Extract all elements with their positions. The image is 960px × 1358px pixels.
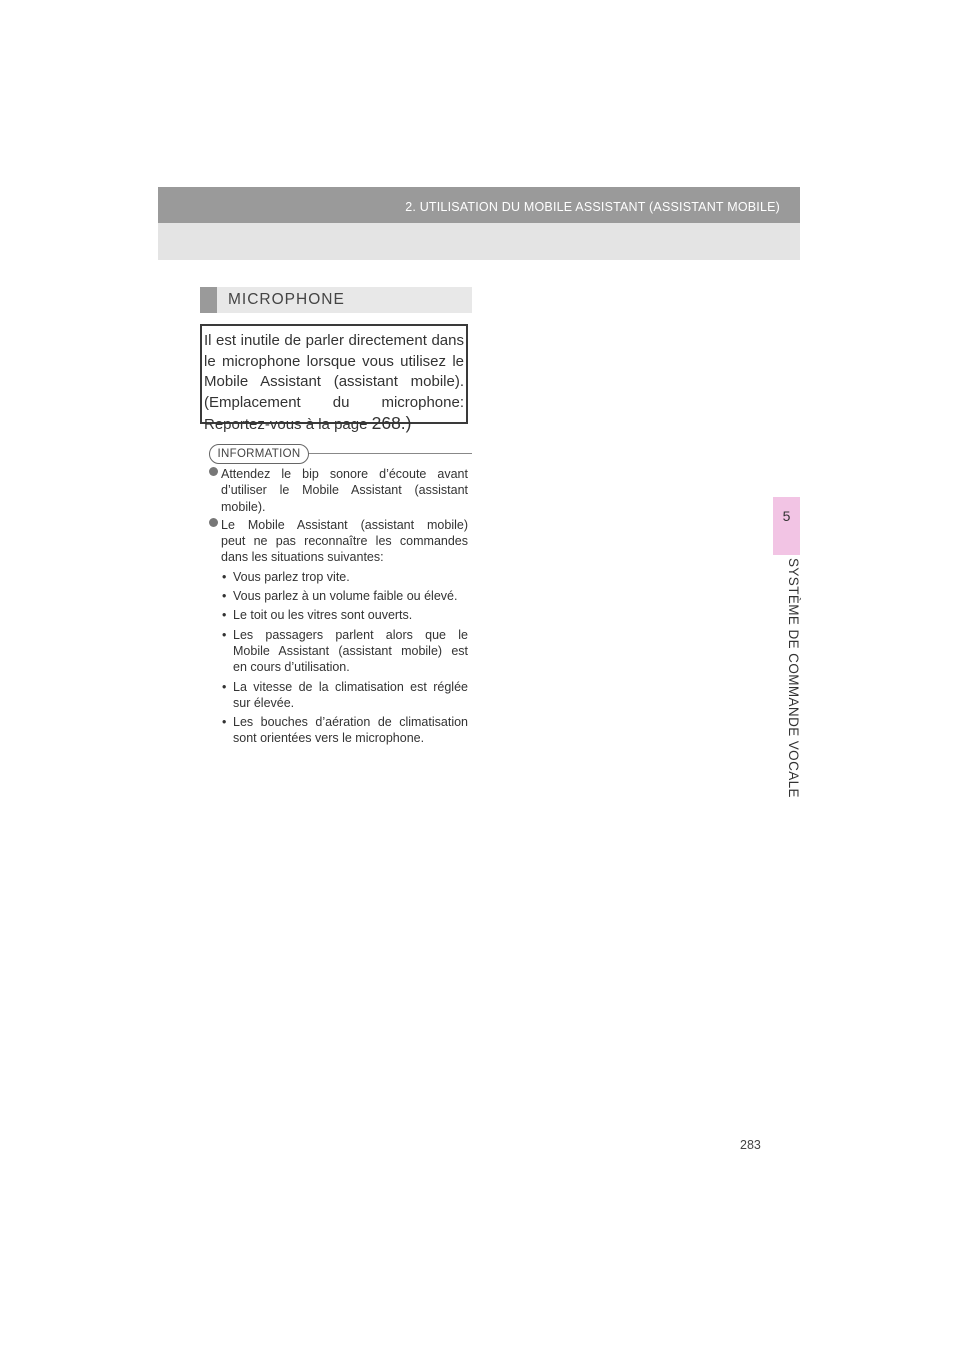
list-item-line: mobile). [221, 499, 266, 514]
sub-bullet-icon: • [222, 569, 227, 584]
sub-bullet-icon: • [222, 627, 227, 642]
information-list [209, 466, 468, 747]
notice-line: (Emplacement du microphone: [204, 393, 464, 411]
chapter-number: 5 [782, 508, 791, 524]
bullet-icon [209, 518, 218, 527]
page-number: 283 [740, 1138, 761, 1152]
list-item-line: Le Mobile Assistant (assistant mobile) [221, 517, 468, 532]
notice-line: le microphone lorsque vous utilisez le [204, 352, 464, 370]
sub-list-item [209, 679, 468, 712]
sub-item-line: Les passagers parlent alors que le [233, 627, 468, 642]
sub-item-line: sur élevée. [233, 695, 295, 710]
chapter-title: 2. UTILISATION DU MOBILE ASSISTANT (ASSISTANT MOBILE) [405, 200, 780, 214]
sub-item-line: Vous parlez à un volume faible ou élevé. [233, 589, 458, 604]
sub-item-line: La vitesse de la climatisation est réglée [233, 679, 468, 694]
sub-item-line: Les bouches d’aération de climatisation [233, 715, 468, 730]
list-item-line: d’utiliser le Mobile Assistant (assistant [221, 483, 468, 498]
list-item-line: Attendez le bip sonore d’écoute avant [221, 467, 468, 481]
sub-list-item [209, 569, 468, 585]
page-reference-link[interactable]: 268.) [371, 413, 412, 433]
list-item-line: dans les situations suivantes: [221, 550, 384, 565]
sub-item-line: Le toit ou les vitres sont ouverts. [233, 608, 413, 623]
list-item [209, 466, 468, 515]
notice-line-text: Reportez-vous à la page [204, 416, 372, 433]
list-item-line: peut ne pas reconnaître les commandes [221, 534, 468, 549]
section-title: MICROPHONE [228, 291, 345, 308]
notice-box [200, 324, 468, 433]
sub-bullet-icon: • [222, 715, 227, 730]
notice-line: Mobile Assistant (assistant mobile). [204, 373, 464, 390]
chapter-side-label: SYSTÈME DE COMMANDE VOCALE [786, 558, 801, 798]
sub-item-line: en cours d’utilisation. [233, 660, 350, 675]
sub-bullet-icon: • [222, 589, 227, 604]
section-heading [200, 287, 472, 313]
information-label: INFORMATION [209, 444, 309, 464]
section-marker [200, 287, 217, 313]
notice-line [204, 413, 464, 436]
sub-list-item [209, 627, 468, 676]
notice-line: Il est inutile de parler directement dans [204, 332, 464, 349]
chapter-tab [773, 497, 800, 555]
sub-item-line: Vous parlez trop vite. [233, 569, 350, 584]
sub-list-item [209, 607, 468, 623]
sub-bullet-icon: • [222, 608, 227, 623]
sub-bullet-icon: • [222, 679, 227, 694]
list-item [209, 517, 468, 566]
sub-list-item [209, 714, 468, 747]
bullet-icon [209, 467, 218, 476]
sub-item-line: sont orientées vers le microphone. [233, 731, 425, 746]
sub-item-line: Mobile Assistant (assistant mobile) est [233, 643, 468, 658]
sub-list-item [209, 588, 468, 604]
